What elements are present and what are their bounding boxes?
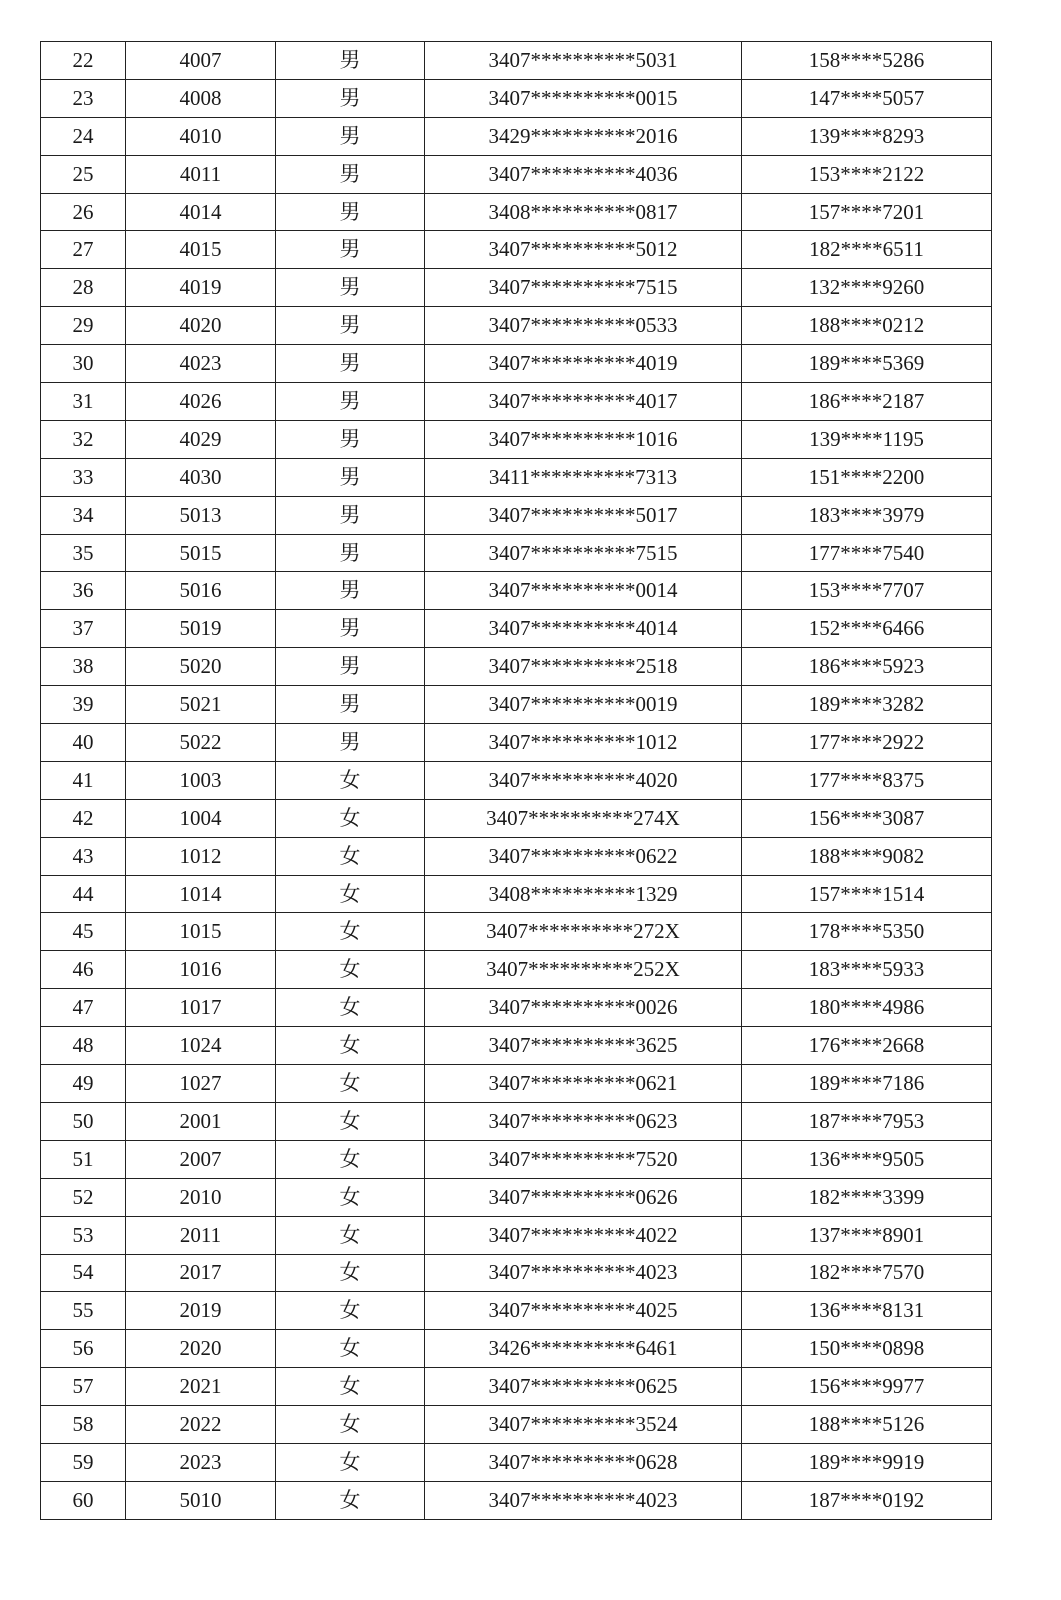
phone-cell: 186****2187 xyxy=(742,383,992,421)
exam-number-cell: 1003 xyxy=(126,761,276,799)
gender-cell: 男 xyxy=(276,117,425,155)
gender-cell: 男 xyxy=(276,724,425,762)
phone-cell: 183****3979 xyxy=(742,496,992,534)
exam-number-cell: 5016 xyxy=(126,572,276,610)
phone-cell: 176****2668 xyxy=(742,1027,992,1065)
exam-number-cell: 2017 xyxy=(126,1254,276,1292)
exam-number-cell: 5019 xyxy=(126,610,276,648)
exam-number-cell: 1012 xyxy=(126,837,276,875)
seq-cell: 36 xyxy=(41,572,126,610)
id-number-cell: 3426**********6461 xyxy=(425,1330,742,1368)
phone-cell: 157****1514 xyxy=(742,875,992,913)
gender-cell: 女 xyxy=(276,837,425,875)
exam-number-cell: 2019 xyxy=(126,1292,276,1330)
phone-cell: 153****2122 xyxy=(742,155,992,193)
exam-number-cell: 1016 xyxy=(126,951,276,989)
gender-cell: 女 xyxy=(276,1330,425,1368)
exam-number-cell: 5021 xyxy=(126,686,276,724)
seq-cell: 37 xyxy=(41,610,126,648)
exam-number-cell: 4008 xyxy=(126,79,276,117)
id-number-cell: 3407**********1016 xyxy=(425,420,742,458)
seq-cell: 41 xyxy=(41,761,126,799)
gender-cell: 男 xyxy=(276,648,425,686)
phone-cell: 188****5126 xyxy=(742,1406,992,1444)
table-row xyxy=(41,951,992,989)
exam-number-cell: 1017 xyxy=(126,989,276,1027)
table-row xyxy=(41,269,992,307)
table-row xyxy=(41,1443,992,1481)
table-row xyxy=(41,193,992,231)
table-row xyxy=(41,420,992,458)
phone-cell: 182****3399 xyxy=(742,1178,992,1216)
id-number-cell: 3407**********4020 xyxy=(425,761,742,799)
phone-cell: 189****7186 xyxy=(742,1065,992,1103)
phone-cell: 132****9260 xyxy=(742,269,992,307)
exam-number-cell: 2001 xyxy=(126,1102,276,1140)
table-row xyxy=(41,458,992,496)
table-row xyxy=(41,1178,992,1216)
id-number-cell: 3429**********2016 xyxy=(425,117,742,155)
seq-cell: 26 xyxy=(41,193,126,231)
table-row xyxy=(41,1481,992,1519)
table-row xyxy=(41,1027,992,1065)
exam-number-cell: 5020 xyxy=(126,648,276,686)
exam-number-cell: 2022 xyxy=(126,1406,276,1444)
gender-cell: 男 xyxy=(276,42,425,80)
gender-cell: 女 xyxy=(276,913,425,951)
exam-number-cell: 4014 xyxy=(126,193,276,231)
gender-cell: 男 xyxy=(276,193,425,231)
table-row xyxy=(41,496,992,534)
seq-cell: 52 xyxy=(41,1178,126,1216)
phone-cell: 150****0898 xyxy=(742,1330,992,1368)
seq-cell: 30 xyxy=(41,345,126,383)
seq-cell: 43 xyxy=(41,837,126,875)
exam-number-cell: 1004 xyxy=(126,799,276,837)
id-number-cell: 3407**********4017 xyxy=(425,383,742,421)
exam-number-cell: 2021 xyxy=(126,1368,276,1406)
id-number-cell: 3407**********7520 xyxy=(425,1140,742,1178)
exam-number-cell: 4011 xyxy=(126,155,276,193)
gender-cell: 男 xyxy=(276,231,425,269)
seq-cell: 42 xyxy=(41,799,126,837)
exam-number-cell: 5022 xyxy=(126,724,276,762)
gender-cell: 女 xyxy=(276,1406,425,1444)
gender-cell: 女 xyxy=(276,799,425,837)
gender-cell: 女 xyxy=(276,1481,425,1519)
gender-cell: 女 xyxy=(276,989,425,1027)
id-number-cell: 3407**********4036 xyxy=(425,155,742,193)
exam-number-cell: 4030 xyxy=(126,458,276,496)
id-number-cell: 3408**********0817 xyxy=(425,193,742,231)
seq-cell: 40 xyxy=(41,724,126,762)
id-number-cell: 3407**********252X xyxy=(425,951,742,989)
phone-cell: 182****6511 xyxy=(742,231,992,269)
seq-cell: 24 xyxy=(41,117,126,155)
table-row xyxy=(41,648,992,686)
phone-cell: 182****7570 xyxy=(742,1254,992,1292)
id-number-cell: 3407**********4025 xyxy=(425,1292,742,1330)
table-row xyxy=(41,1330,992,1368)
id-number-cell: 3407**********4014 xyxy=(425,610,742,648)
seq-cell: 34 xyxy=(41,496,126,534)
gender-cell: 男 xyxy=(276,155,425,193)
phone-cell: 186****5923 xyxy=(742,648,992,686)
exam-number-cell: 1015 xyxy=(126,913,276,951)
table-row xyxy=(41,1368,992,1406)
table-row xyxy=(41,1140,992,1178)
phone-cell: 136****9505 xyxy=(742,1140,992,1178)
seq-cell: 47 xyxy=(41,989,126,1027)
phone-cell: 152****6466 xyxy=(742,610,992,648)
phone-cell: 183****5933 xyxy=(742,951,992,989)
table-row xyxy=(41,231,992,269)
table-row xyxy=(41,686,992,724)
seq-cell: 23 xyxy=(41,79,126,117)
table-row xyxy=(41,799,992,837)
table-row xyxy=(41,383,992,421)
id-number-cell: 3407**********0019 xyxy=(425,686,742,724)
phone-cell: 158****5286 xyxy=(742,42,992,80)
id-number-cell: 3407**********5017 xyxy=(425,496,742,534)
seq-cell: 22 xyxy=(41,42,126,80)
id-number-cell: 3407**********0623 xyxy=(425,1102,742,1140)
seq-cell: 54 xyxy=(41,1254,126,1292)
gender-cell: 女 xyxy=(276,1368,425,1406)
phone-cell: 177****7540 xyxy=(742,534,992,572)
phone-cell: 187****0192 xyxy=(742,1481,992,1519)
phone-cell: 177****8375 xyxy=(742,761,992,799)
seq-cell: 31 xyxy=(41,383,126,421)
seq-cell: 48 xyxy=(41,1027,126,1065)
phone-cell: 157****7201 xyxy=(742,193,992,231)
seq-cell: 57 xyxy=(41,1368,126,1406)
seq-cell: 39 xyxy=(41,686,126,724)
id-number-cell: 3407**********0014 xyxy=(425,572,742,610)
id-number-cell: 3407**********4019 xyxy=(425,345,742,383)
seq-cell: 56 xyxy=(41,1330,126,1368)
id-number-cell: 3407**********0625 xyxy=(425,1368,742,1406)
seq-cell: 59 xyxy=(41,1443,126,1481)
id-number-cell: 3407**********4022 xyxy=(425,1216,742,1254)
roster-table-body xyxy=(41,42,992,1520)
phone-cell: 137****8901 xyxy=(742,1216,992,1254)
table-row xyxy=(41,1065,992,1103)
seq-cell: 46 xyxy=(41,951,126,989)
gender-cell: 女 xyxy=(276,1178,425,1216)
phone-cell: 136****8131 xyxy=(742,1292,992,1330)
id-number-cell: 3407**********7515 xyxy=(425,269,742,307)
table-row xyxy=(41,534,992,572)
id-number-cell: 3407**********1012 xyxy=(425,724,742,762)
phone-cell: 189****9919 xyxy=(742,1443,992,1481)
id-number-cell: 3407**********3524 xyxy=(425,1406,742,1444)
seq-cell: 29 xyxy=(41,307,126,345)
gender-cell: 男 xyxy=(276,534,425,572)
seq-cell: 25 xyxy=(41,155,126,193)
table-row xyxy=(41,1216,992,1254)
phone-cell: 139****8293 xyxy=(742,117,992,155)
exam-number-cell: 5015 xyxy=(126,534,276,572)
gender-cell: 女 xyxy=(276,875,425,913)
id-number-cell: 3407**********4023 xyxy=(425,1254,742,1292)
table-row xyxy=(41,155,992,193)
id-number-cell: 3407**********5012 xyxy=(425,231,742,269)
phone-cell: 153****7707 xyxy=(742,572,992,610)
id-number-cell: 3407**********0533 xyxy=(425,307,742,345)
id-number-cell: 3407**********0626 xyxy=(425,1178,742,1216)
exam-number-cell: 4020 xyxy=(126,307,276,345)
table-row xyxy=(41,610,992,648)
gender-cell: 女 xyxy=(276,1292,425,1330)
id-number-cell: 3411**********7313 xyxy=(425,458,742,496)
seq-cell: 35 xyxy=(41,534,126,572)
gender-cell: 女 xyxy=(276,1027,425,1065)
seq-cell: 27 xyxy=(41,231,126,269)
gender-cell: 男 xyxy=(276,383,425,421)
id-number-cell: 3407**********0026 xyxy=(425,989,742,1027)
phone-cell: 156****9977 xyxy=(742,1368,992,1406)
gender-cell: 男 xyxy=(276,686,425,724)
id-number-cell: 3408**********1329 xyxy=(425,875,742,913)
exam-number-cell: 4019 xyxy=(126,269,276,307)
exam-number-cell: 2020 xyxy=(126,1330,276,1368)
gender-cell: 女 xyxy=(276,1102,425,1140)
id-number-cell: 3407**********2518 xyxy=(425,648,742,686)
gender-cell: 女 xyxy=(276,951,425,989)
id-number-cell: 3407**********272X xyxy=(425,913,742,951)
exam-number-cell: 4029 xyxy=(126,420,276,458)
table-row xyxy=(41,724,992,762)
gender-cell: 男 xyxy=(276,420,425,458)
phone-cell: 188****0212 xyxy=(742,307,992,345)
id-number-cell: 3407**********5031 xyxy=(425,42,742,80)
id-number-cell: 3407**********0622 xyxy=(425,837,742,875)
phone-cell: 151****2200 xyxy=(742,458,992,496)
seq-cell: 28 xyxy=(41,269,126,307)
exam-number-cell: 4007 xyxy=(126,42,276,80)
seq-cell: 44 xyxy=(41,875,126,913)
exam-number-cell: 5010 xyxy=(126,1481,276,1519)
gender-cell: 女 xyxy=(276,1254,425,1292)
seq-cell: 50 xyxy=(41,1102,126,1140)
exam-number-cell: 5013 xyxy=(126,496,276,534)
exam-number-cell: 2007 xyxy=(126,1140,276,1178)
table-row xyxy=(41,1254,992,1292)
table-row xyxy=(41,572,992,610)
exam-number-cell: 4026 xyxy=(126,383,276,421)
id-number-cell: 3407**********0015 xyxy=(425,79,742,117)
gender-cell: 女 xyxy=(276,761,425,799)
gender-cell: 男 xyxy=(276,345,425,383)
phone-cell: 139****1195 xyxy=(742,420,992,458)
gender-cell: 男 xyxy=(276,496,425,534)
seq-cell: 45 xyxy=(41,913,126,951)
table-row xyxy=(41,837,992,875)
seq-cell: 32 xyxy=(41,420,126,458)
exam-number-cell: 2023 xyxy=(126,1443,276,1481)
gender-cell: 女 xyxy=(276,1140,425,1178)
id-number-cell: 3407**********0621 xyxy=(425,1065,742,1103)
id-number-cell: 3407**********4023 xyxy=(425,1481,742,1519)
phone-cell: 177****2922 xyxy=(742,724,992,762)
exam-number-cell: 4015 xyxy=(126,231,276,269)
id-number-cell: 3407**********3625 xyxy=(425,1027,742,1065)
exam-number-cell: 4023 xyxy=(126,345,276,383)
table-row xyxy=(41,989,992,1027)
phone-cell: 147****5057 xyxy=(742,79,992,117)
gender-cell: 男 xyxy=(276,307,425,345)
seq-cell: 55 xyxy=(41,1292,126,1330)
gender-cell: 女 xyxy=(276,1065,425,1103)
table-row xyxy=(41,875,992,913)
seq-cell: 49 xyxy=(41,1065,126,1103)
phone-cell: 187****7953 xyxy=(742,1102,992,1140)
exam-number-cell: 1024 xyxy=(126,1027,276,1065)
table-row xyxy=(41,345,992,383)
seq-cell: 58 xyxy=(41,1406,126,1444)
id-number-cell: 3407**********0628 xyxy=(425,1443,742,1481)
phone-cell: 189****5369 xyxy=(742,345,992,383)
table-row xyxy=(41,1292,992,1330)
table-row xyxy=(41,79,992,117)
exam-number-cell: 2011 xyxy=(126,1216,276,1254)
exam-number-cell: 1014 xyxy=(126,875,276,913)
phone-cell: 156****3087 xyxy=(742,799,992,837)
table-row xyxy=(41,117,992,155)
gender-cell: 女 xyxy=(276,1443,425,1481)
phone-cell: 188****9082 xyxy=(742,837,992,875)
gender-cell: 男 xyxy=(276,269,425,307)
gender-cell: 男 xyxy=(276,610,425,648)
table-row xyxy=(41,913,992,951)
gender-cell: 男 xyxy=(276,79,425,117)
seq-cell: 60 xyxy=(41,1481,126,1519)
seq-cell: 33 xyxy=(41,458,126,496)
phone-cell: 178****5350 xyxy=(742,913,992,951)
phone-cell: 180****4986 xyxy=(742,989,992,1027)
seq-cell: 38 xyxy=(41,648,126,686)
table-row xyxy=(41,42,992,80)
gender-cell: 男 xyxy=(276,458,425,496)
seq-cell: 53 xyxy=(41,1216,126,1254)
roster-table xyxy=(40,41,992,1520)
exam-number-cell: 4010 xyxy=(126,117,276,155)
gender-cell: 女 xyxy=(276,1216,425,1254)
gender-cell: 男 xyxy=(276,572,425,610)
phone-cell: 189****3282 xyxy=(742,686,992,724)
id-number-cell: 3407**********7515 xyxy=(425,534,742,572)
id-number-cell: 3407**********274X xyxy=(425,799,742,837)
table-row xyxy=(41,1102,992,1140)
table-row xyxy=(41,761,992,799)
exam-number-cell: 1027 xyxy=(126,1065,276,1103)
table-row xyxy=(41,307,992,345)
seq-cell: 51 xyxy=(41,1140,126,1178)
exam-number-cell: 2010 xyxy=(126,1178,276,1216)
table-row xyxy=(41,1406,992,1444)
